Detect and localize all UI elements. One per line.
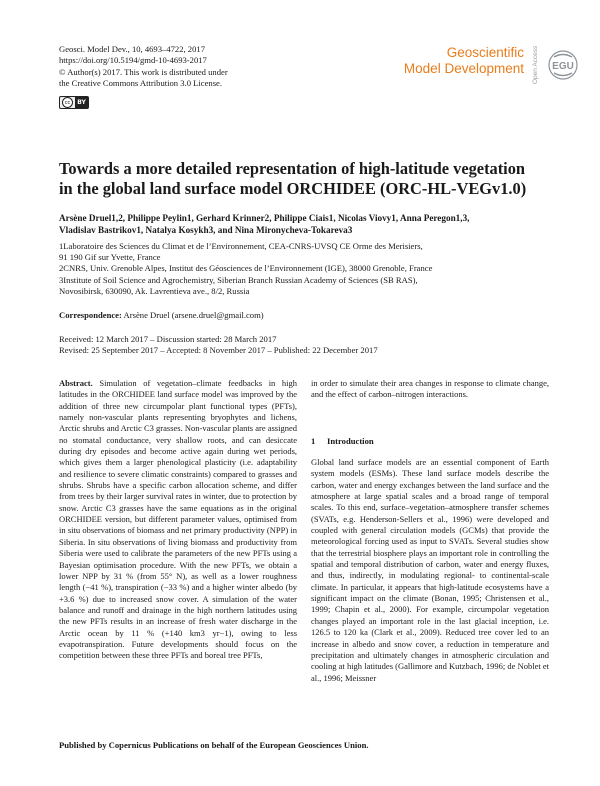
- publication-dates: [59, 334, 378, 356]
- doi-link[interactable]: https://doi.org/10.5194/gmd-10-4693-2017: [59, 55, 207, 66]
- section-title: Introduction: [327, 436, 374, 446]
- affiliation-line: Novosibirsk, 630090, Ak. Lavrentieva ave., 8/2, Russia: [59, 285, 250, 296]
- title-line2: in the global land surface model ORCHIDEE (ORC-HL-VEGv1.0): [59, 179, 527, 198]
- egu-logo-icon: [548, 48, 578, 82]
- journal-name-line1: Geoscientific: [446, 45, 524, 60]
- license-line: the Creative Commons Attribution 3.0 License.: [59, 78, 223, 89]
- authors-line2: Vladislav Bastrikov1, Natalya Kosykh3, and Nina Mironycheva-Tokareva3: [59, 225, 353, 235]
- author-list: [59, 212, 559, 236]
- introduction-text: [311, 457, 549, 684]
- affiliations: [59, 241, 559, 297]
- publisher-footer: Published by Copernicus Publications on behalf of the European Geosciences Union.: [59, 740, 369, 750]
- introduction-body: Global land surface models are an essential component of Earth system models (ESMs). These land surface models describe the carbon, water and energy exchanges between the land surface and the atmosphere at large spatial scales and a broad range of temporal scales. To this end, surface–vegetation–atmosphere transfer schemes (SVATs, e.g. Henderson-Sellers et al., 1996) were developed and coupled with general circulation models (GCMs) that provide the meteorological forcing used as input to SVATs. Several studies show that the terrestrial biosphere plays an important role in controlling the spatial and temporal distribution of carbon, water and energy fluxes, and thus, indirectly, in modulating regional- to continental-scale climate. In particular, it appears that high-latitude ecosystems have a significant impact on the climate (Bonan, 1995; Christensen et al., 1999; Chapin et al., 2000). For example, circumpolar vegetation changes played an important role in the last glacial inception, i.e. 126.5 to 120 ka (Clark et al., 2009). Reduced tree cover led to an increase in albedo and snow cover, a reduction in temperature and precipitation and ultimately changes in atmospheric circulation and cooling at high latitudes (Gallimore and Kutzbach, 1996; de Noblet et al., 1996; Meissner: [311, 457, 549, 683]
- affiliation-line: 1Laboratoire des Sciences du Climat et de l’Environnement, CEA-CNRS-UVSQ CE Orme des Merisiers,: [59, 241, 423, 251]
- svg-text:EGU: EGU: [552, 61, 574, 72]
- dates-line2: Revised: 25 September 2017 – Accepted: 8 November 2017 – Published: 22 December 2017: [59, 345, 378, 356]
- authors-line1: Arsène Druel1,2, Philippe Peylin1, Gerhard Krinner2, Philippe Ciais1, Nicolas Viovy1, Anna Peregon1,3,: [59, 213, 470, 223]
- abstract-label: Abstract.: [59, 378, 93, 388]
- open-access-label: Open Access: [532, 45, 539, 84]
- title-line1: Towards a more detailed representation of high-latitude vegetation: [59, 159, 526, 178]
- abstract-continuation-text: in order to simulate their area changes in response to climate change, and the effect of carbon–nitrogen interactions.: [311, 378, 549, 400]
- abstract: [59, 378, 297, 662]
- citation-line: Geosci. Model Dev., 10, 4693–4722, 2017: [59, 44, 205, 54]
- affiliation-line: 2CNRS, Univ. Grenoble Alpes, Institut des Géosciences de l’Environnement (IGE), 38000 Grenoble, France: [59, 263, 433, 274]
- cc-license-badge[interactable]: [59, 96, 89, 109]
- egu-logo: [548, 48, 578, 82]
- journal-name: [396, 45, 524, 77]
- correspondence-text[interactable]: Arsène Druel (arsene.druel@gmail.com): [123, 310, 264, 320]
- paper-title: [59, 159, 559, 199]
- dates-line1: Received: 12 March 2017 – Discussion started: 28 March 2017: [59, 334, 277, 344]
- citation-block: [59, 44, 228, 90]
- correspondence: [59, 310, 264, 320]
- section-number: 1: [311, 436, 316, 446]
- affiliation-line: 91 190 Gif sur Yvette, France: [59, 252, 161, 263]
- cc-icon: cc: [62, 97, 73, 108]
- section-heading: [311, 436, 374, 446]
- abstract-continuation: [311, 378, 549, 401]
- correspondence-label: Correspondence:: [59, 310, 122, 320]
- abstract-text: Simulation of vegetation–climate feedbacks in high latitudes in the ORCHIDEE land surface model was improved by the addition of three new circumpolar plant functional types (PFTs), namely non-vascular plants representing bryophytes and lichens, Arctic shrubs and Arctic C3 grasses. Non-vascular plants are assigned no stomatal conductance, very shallow roots, and can desiccate during dry episodes and become active again during wet periods, which gives them a larger phenological plasticity (i.e. adaptability and resilience to severe climatic constraints) compared to grasses and shrubs. Shrubs have a specific carbon allocation scheme, and differ from trees by their larger survival rates in winter, due to protection by snow. Arctic C3 grasses have the same equations as in the original ORCHIDEE version, but different parameter values, optimised from in situ observations of biomass and net primary productivity (NPP) in Siberia. In situ observations of living biomass and productivity from Siberia were used to calibrate the parameters of the new PFTs using a Bayesian optimisation procedure. With the new PFTs, we obtain a lower NPP by 31 % (from 55° N), as well as a lower roughness length (−41 %), transpiration (−33 %) and a higher winter albedo (by +3.6 %) due to increased snow cover. A simulation of the water balance and runoff and drainage in the high northern latitudes using the new PFTs results in an increase of fresh water discharge in the Arctic ocean by 11 % (+140 km3 yr−1), owing to less evapotranspiration. Future developments should focus on the competition between these three PFTs and boreal tree PFTs,: [59, 378, 297, 661]
- affiliation-line: 3Institute of Soil Science and Agrochemistry, Siberian Branch Russian Academy of Sciences (SB RAS),: [59, 274, 418, 285]
- copyright-line: © Author(s) 2017. This work is distributed under: [59, 66, 228, 77]
- by-icon: BY: [75, 97, 88, 108]
- journal-name-line2: Model Development: [403, 61, 524, 76]
